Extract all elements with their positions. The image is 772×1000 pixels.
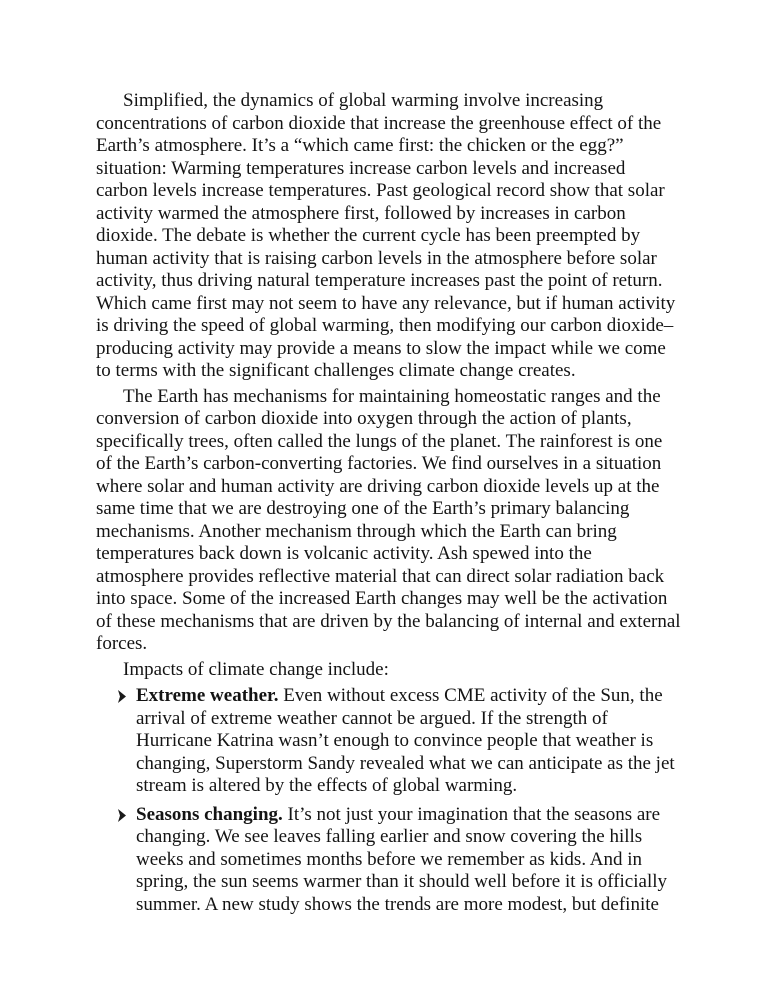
paragraph-global-warming-dynamics: Simplified, the dynamics of global warming involve increasing concentrations of carbon dioxide that increase the greenhouse effect of the Earth’s atmosphere. It’s a “which came first: the chicken or the egg?” situation: Warming temperatures increase carbon levels and increased carbon levels increase temperatures. Past geological record show that solar activity warmed the atmosphere first, followed by increases in carbon dioxide. The debate is whether the current cycle has been preempted by human activity that is raising carbon levels in the atmosphere before solar activity, thus driving natural temperature increases past the point of return. Which came first may not seem to have any relevance, but if human activity is driving the speed of global warming, then modifying our carbon dioxide–producing activity may provide a means to slow the impact while we come to terms with the significant challenges climate change creates. [96, 90, 676, 381]
bullet-text: It’s not just your imagination that the seasons are changing. We see leaves falling earlier and snow covering the hills weeks and sometimes months before we remember as kids. And in spring, the sun seems warmer than it should well before it is officially summer. A new study shows the trends are more modest, but definite [136, 803, 668, 915]
bullet-term: Extreme weather. [136, 685, 279, 706]
list-item-extreme-weather [136, 685, 681, 798]
bullet-text: Even without excess CME activity of the Sun, the arrival of extreme weather cannot be argued. If the strength of Hurricane Katrina wasn’t enough to convince people that weather is changing, Superstorm Sandy revealed what we can anticipate as the jet stream is altered by the effects of global warming. [136, 685, 675, 796]
paragraph-earth-mechanisms: The Earth has mechanisms for maintaining homeostatic ranges and the conversion of carbon dioxide into oxygen through the action of plants, specifically trees, often called the lungs of the planet. The rainforest is one of the Earth’s carbon-converting factories. We find ourselves in a situation where solar and human activity are driving carbon dioxide levels up at the same time that we are destroying one of the Earth’s primary balancing mechanisms. Another mechanism through which the Earth can bring temperatures back down is volcanic activity. Ash spewed into the atmosphere provides reflective material that can direct solar radiation back into space. Some of the increased Earth changes may well be the activation of these mechanisms that are driven by the balancing of internal and external forces. [96, 385, 681, 654]
arrow-bullet-icon [117, 690, 127, 703]
arrow-bullet-icon [117, 809, 127, 822]
list-intro: Impacts of climate change include: [123, 658, 389, 680]
impacts-list [96, 685, 681, 916]
document-page [96, 90, 681, 922]
bullet-term: Seasons changing. [136, 803, 283, 825]
list-item-seasons-changing [136, 804, 681, 917]
